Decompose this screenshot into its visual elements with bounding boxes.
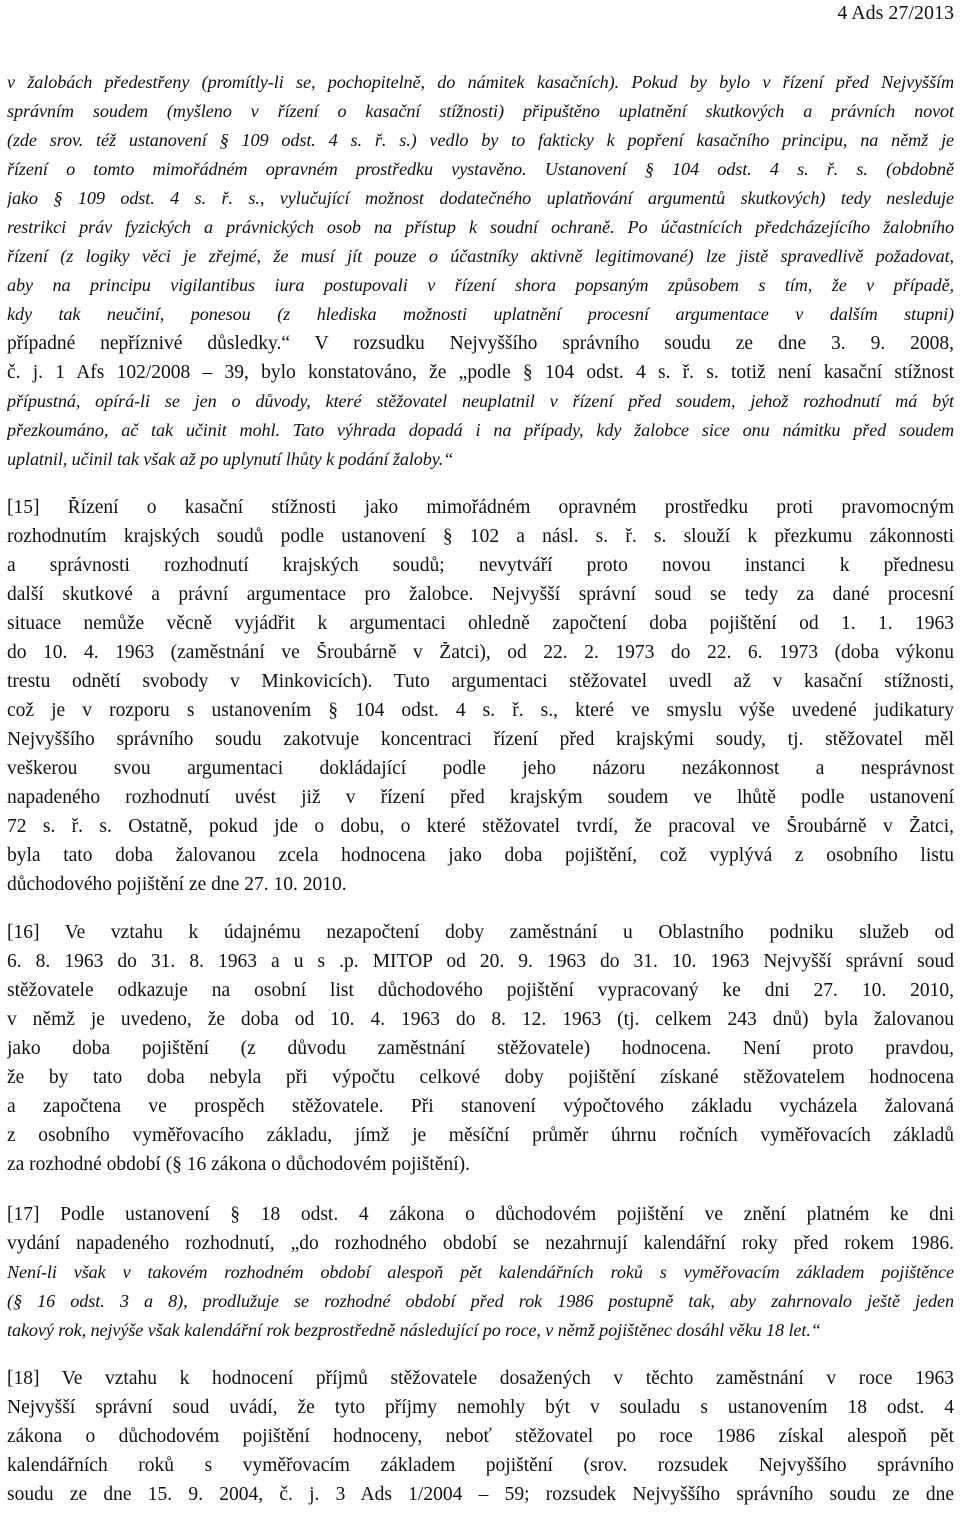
text-line: (§ 16 odst. 3 a 8), prodlužuje se rozhodné období před rok 1986 postupně tak, aby zahrnovalo ještě jeden bbox=[7, 1291, 954, 1311]
text-line: vydání napadeného rozhodnutí, „do rozhodného období se nezahrnují kalendářní roky před rokem 1986. bbox=[7, 1233, 954, 1254]
text-line: do 10. 4. 1963 (zaměstnání ve Šroubárně v Žatci), od 22. 2. 1973 do 22. 6. 1973 (doba výkonu bbox=[7, 642, 954, 663]
text-line: [15] Řízení o kasační stížnosti jako mimořádném opravném prostředku proti pravomocným bbox=[7, 497, 954, 518]
text-line: [18] Ve vztahu k hodnocení příjmů stěžovatele dosažených v těchto zaměstnání v roce 1963 bbox=[7, 1368, 954, 1389]
text-line: jako doba pojištění (z důvodu zaměstnání stěžovatele) hodnocena. Není proto pravdou, bbox=[7, 1038, 954, 1059]
text-line: 72 s. ř. s. Ostatně, pokud jde o dobu, o které stěžovatel tvrdí, že pracoval ve Šroubárně v Žatci, bbox=[7, 816, 954, 837]
text-line: [16] Ve vztahu k údajnému nezapočtení doby zaměstnání u Oblastního podniku služeb od bbox=[7, 922, 954, 943]
text-line: Není-li však v takovém rozhodném období alespoň pět kalendářních roků s vyměřovacím základem pojištěnce bbox=[7, 1262, 954, 1282]
text-line: (zde srov. též ustanovení § 109 odst. 4 s. ř. s.) vedlo by to fakticky k popření kasačního principu, na němž je bbox=[7, 130, 954, 150]
text-line: přezkoumáno, ač tak učinit mohl. Tato výhrada dopadá i na případy, kdy žalobce sice onu námitku před soudem bbox=[7, 420, 954, 440]
text-line: správním soudem (myšleno v řízení o kasační stížnosti) připuštěno uplatnění skutkových a právních novot bbox=[7, 101, 954, 121]
text-line: kalendářních roků s vyměřovacím základem pojištění (srov. rozsudek Nejvyššího správního bbox=[7, 1455, 954, 1476]
text-line: veškerou svou argumentaci dokládající podle jeho názoru nezákonnost a nesprávnost bbox=[7, 758, 954, 779]
text-line: případné nepříznivé důsledky.“ V rozsudku Nejvyššího správního soudu ze dne 3. 9. 2008, bbox=[7, 333, 954, 354]
text-line: aby na principu vigilantibus iura postupovali v řízení shora popsaným způsobem s tím, že v případě, bbox=[7, 275, 954, 295]
text-line: 6. 8. 1963 do 31. 8. 1963 a u s .p. MITOP od 20. 9. 1963 do 31. 10. 1963 Nejvyšší správní soud bbox=[7, 951, 954, 972]
text-line: takový rok, nejvýše však kalendářní rok bezprostředně následující po roce, v němž pojištěnec dosáhl věku 18 let.“ bbox=[7, 1320, 821, 1340]
text-line: situace nemůže věcně vyjádřit k argumentaci ohledně započtení doba pojištění od 1. 1. 1963 bbox=[7, 613, 954, 634]
text-line: stěžovatele odkazuje na osobní list důchodového pojištění vypracovaný ke dni 27. 10. 2010, bbox=[7, 980, 954, 1001]
text-line: přípustná, opírá-li se jen o důvody, které stěžovatel neuplatnil v řízení před soudem, jehož rozhodnutí má být bbox=[7, 391, 954, 411]
text-line: jako § 109 odst. 4 s. ř. s., vylučující možnost dodatečného uplatňování argumentů skutkových) tedy nesleduje bbox=[7, 188, 954, 208]
text-line: zákona o důchodovém pojištění hodnoceny, neboť stěžovatel po roce 1986 získal alespoň pět bbox=[7, 1426, 954, 1447]
text-line: a správnosti rozhodnutí krajských soudů; nevytváří proto novou instanci k přednesu bbox=[7, 555, 954, 576]
text-line: kdy tak neučiní, ponesou (z hlediska možnosti uplatnění procesní argumentace v dalším stupni) bbox=[7, 304, 954, 324]
text-line: č. j. 1 Afs 102/2008 – 39, bylo konstatováno, že „podle § 104 odst. 4 s. ř. s. totiž není kasační stížnost bbox=[7, 362, 954, 383]
text-line: napadeného rozhodnutí uvést již v řízení před krajským soudem ve lhůtě podle ustanovení bbox=[7, 787, 954, 808]
text-line: Nejvyšší správní soud uvádí, že tyto příjmy nemohly být v souladu s ustanovením 18 odst. 4 bbox=[7, 1397, 954, 1418]
text-line: což je v rozporu s ustanovením § 104 odst. 4 s. ř. s., které ve smyslu výše uvedené judikatury bbox=[7, 700, 954, 721]
case-number: 4 Ads 27/2013 bbox=[837, 2, 954, 24]
text-line: řízení (z logiky věci je zřejmé, že musí jít pouze o účastníky aktivně legitimované) lze jistě spravedlivě požadovat, bbox=[7, 246, 954, 266]
text-line: další skutkové a právní argumentace pro žalobce. Nejvyšší správní soud se tedy za dané procesní bbox=[7, 584, 954, 605]
text-line: důchodového pojištění ze dne 27. 10. 2010. bbox=[7, 874, 347, 895]
text-line: uplatnil, učinil tak však až po uplynutí lhůty k podání žaloby.“ bbox=[7, 449, 454, 469]
text-line: restrikci práv fyzických a právnických osob na přístup k soudní ochraně. Po účastnících předcházejícího žalobního bbox=[7, 217, 954, 237]
text-line: trestu odnětí svobody v Minkovicích). Tuto argumentaci stěžovatel uvedl až v kasační stížnosti, bbox=[7, 671, 954, 692]
text-line: za rozhodné období (§ 16 zákona o důchodovém pojištění). bbox=[7, 1154, 471, 1175]
text-line: a započtena ve prospěch stěžovatele. Při stanovení výpočtového základu vycházela žalovaná bbox=[7, 1096, 954, 1117]
text-line: řízení o tomto mimořádném opravném prostředku vystavěno. Ustanovení § 104 odst. 4 s. ř. s. (obdobně bbox=[7, 159, 954, 179]
text-line: soudu ze dne 15. 9. 2004, č. j. 3 Ads 1/2004 – 59; rozsudek Nejvyššího správního soudu ze dne bbox=[7, 1484, 954, 1505]
text-line: z osobního vyměřovacího základu, jímž je měsíční průměr úhrnu ročních vyměřovacích základů bbox=[7, 1125, 954, 1146]
text-line: Nejvyššího správního soudu zakotvuje koncentraci řízení před krajskými soudy, tj. stěžovatel měl bbox=[7, 729, 954, 750]
text-line: že by tato doba nebyla při výpočtu celkové doby pojištění získané stěžovatelem hodnocena bbox=[7, 1067, 954, 1088]
text-line: rozhodnutím krajských soudů podle ustanovení § 102 a násl. s. ř. s. slouží k přezkumu zákonnosti bbox=[7, 526, 954, 547]
text-line: v žalobách předestřeny (promítly-li se, pochopitelně, do námitek kasačních). Pokud by bylo v řízení před Nejvyšším bbox=[7, 72, 954, 92]
text-line: v němž je uvedeno, že doba od 10. 4. 1963 do 8. 12. 1963 (tj. celkem 243 dnů) byla žalovanou bbox=[7, 1009, 954, 1030]
text-line: [17] Podle ustanovení § 18 odst. 4 zákona o důchodovém pojištění ve znění platném ke dni bbox=[7, 1204, 954, 1225]
text-line: byla tato doba žalovanou zcela hodnocena jako doba pojištění, což vyplývá z osobního listu bbox=[7, 845, 954, 866]
